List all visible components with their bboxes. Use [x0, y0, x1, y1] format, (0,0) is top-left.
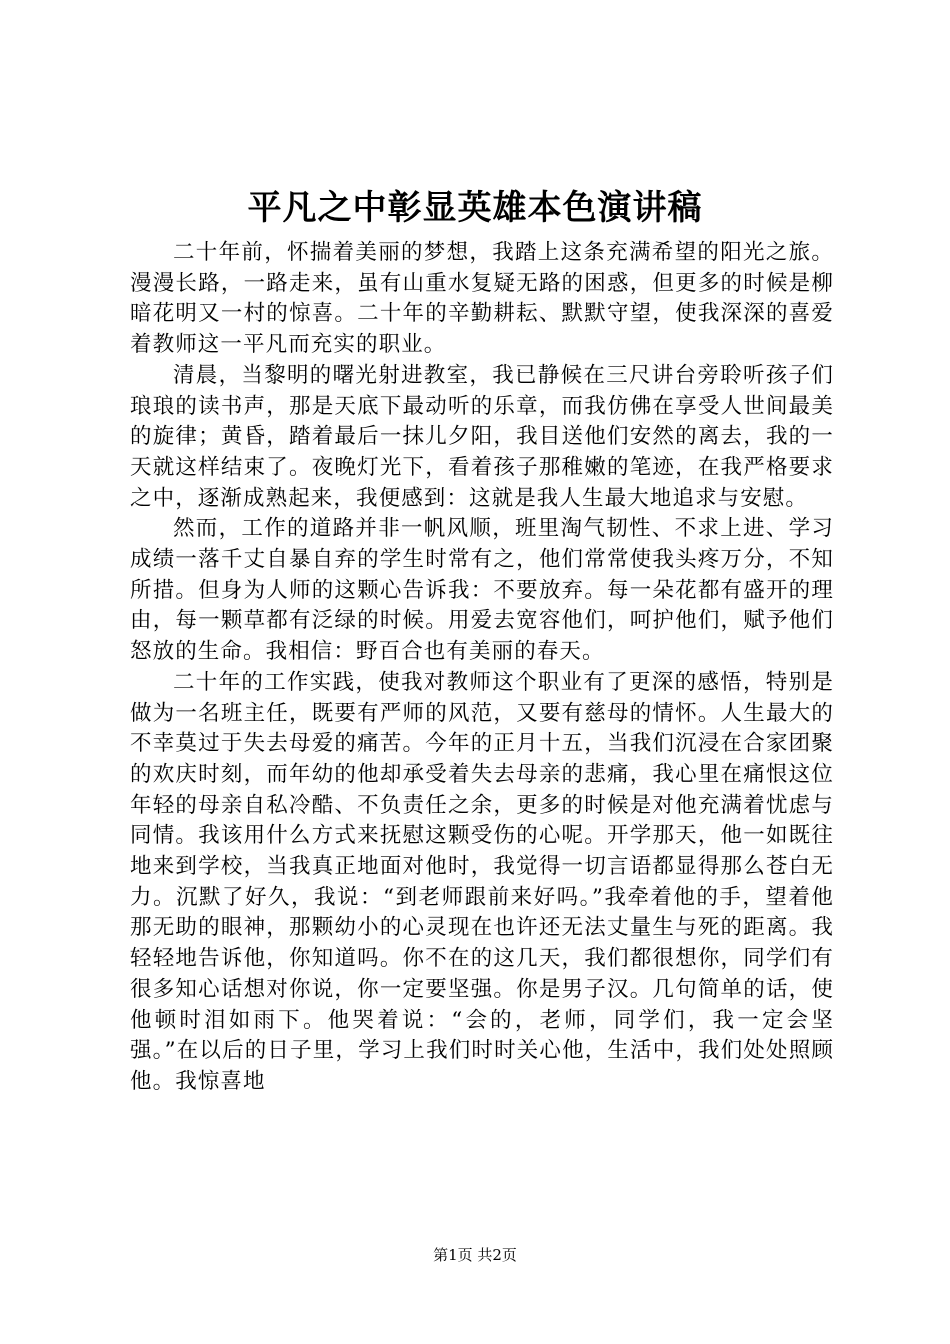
body-paragraph-3: 然而，工作的道路并非一帆风顺，班里淘气韧性、不求上进、学习成绩一落千丈自暴自弃的学生时常有之，他们常常使我头疼万分，不知所措。但身为人师的这颗心告诉我：不要放弃。每一朵花都有盛开的理由，每一颗草都有泛绿的时候。用爱去宽容他们，呵护他们，赋予他们怒放的生命。我相信：野百合也有美丽的春天。 — [130, 516, 834, 665]
document-title: 平凡之中彰显英雄本色演讲稿 — [247, 188, 703, 228]
body-paragraph-1: 二十年前，怀揣着美丽的梦想，我踏上这条充满希望的阳光之旅。漫漫长路，一路走来，虽有山重水复疑无路的困惑，但更多的时候是柳暗花明又一村的惊喜。二十年的辛勤耕耘、默默守望，使我深深的喜爱着教师这一平凡而充实的职业。 — [130, 240, 834, 358]
document-body — [130, 238, 834, 1098]
page-footer: 第1页 共2页 — [433, 1246, 517, 1264]
body-paragraph-4: 二十年的工作实践，使我对教师这个职业有了更深的感悟，特别是做为一名班主任，既要有严师的风范，又要有慈母的情怀。人生最大的不幸莫过于失去母爱的痛苦。今年的正月十五，当我们沉浸在合家团聚的欢庆时刻，而年幼的他却承受着失去母亲的悲痛，我心里在痛恨这位年轻的母亲自私冷酷、不负责任之余，更多的时候是对他充满着忧虑与同情。我该用什么方式来抚慰这颗受伤的心呢。开学那天，他一如既往地来到学校，当我真正地面对他时，我觉得一切言语都显得那么苍白无力。沉默了好久，我说：“到老师跟前来好吗。”我牵着他的手，望着他那无助的眼神，那颗幼小的心灵现在也许还无法丈量生与死的距离。我轻轻地告诉他，你知道吗。你不在的这几天，我们都很想你，同学们有很多知心话想对你说，你一定要坚强。你是男子汉。几句简单的话，使他顿时泪如雨下。他哭着说：“会的，老师，同学们，我一定会坚强。”在以后的日子里，学习上我们时时关心他，生活中，我们处处照顾他。我惊喜地 — [130, 669, 834, 1094]
body-paragraph-2: 清晨，当黎明的曙光射进教室，我已静候在三尺讲台旁聆听孩子们琅琅的读书声，那是天底下最动听的乐章，而我仿佛在享受人世间最美的旋律；黄昏，踏着最后一抹儿夕阳，我目送他们安然的离去，我的一天就这样结束了。夜晚灯光下，看着孩子那稚嫩的笔迹，在我严格要求之中，逐渐成熟起来，我便感到：这就是我人生最大地追求与安慰。 — [130, 362, 834, 511]
